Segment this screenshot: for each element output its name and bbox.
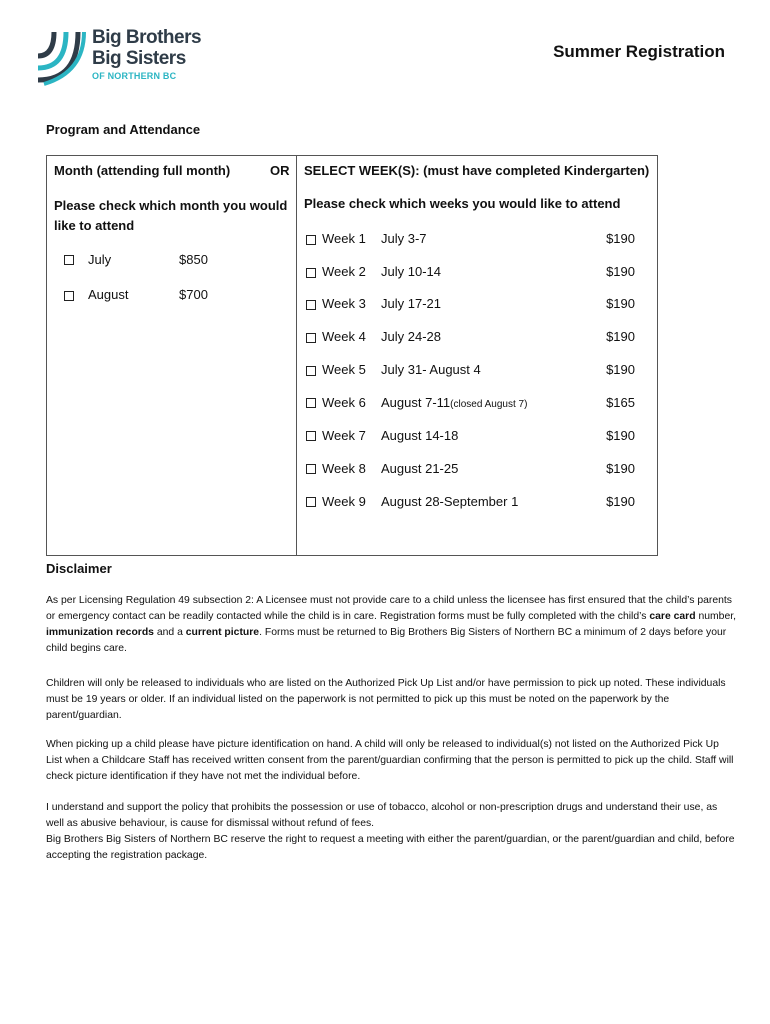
week-price: $190 bbox=[606, 329, 635, 344]
week-dates: July 17-21 bbox=[381, 296, 441, 311]
week-dates: August 28-September 1 bbox=[381, 494, 519, 509]
table-divider bbox=[296, 155, 297, 556]
week-dates: July 3-7 bbox=[381, 231, 427, 246]
week-dates: August 7-11 bbox=[381, 395, 451, 410]
text-span: and a bbox=[153, 627, 186, 638]
logo-line-3: OF NORTHERN BC bbox=[92, 71, 177, 81]
week-price: $190 bbox=[606, 296, 635, 311]
month-label: July bbox=[88, 252, 112, 267]
week-label: Week 4 bbox=[322, 329, 366, 344]
week-label: Week 7 bbox=[322, 428, 366, 443]
week-dates: August 14-18 bbox=[381, 428, 459, 443]
week-checkbox[interactable] bbox=[306, 431, 316, 441]
week-dates: July 24-28 bbox=[381, 329, 441, 344]
week-checkbox[interactable] bbox=[306, 300, 316, 310]
disclaimer-heading: Disclaimer bbox=[46, 561, 112, 576]
week-price: $190 bbox=[606, 461, 635, 476]
bold-care-card: care card bbox=[649, 611, 696, 622]
organization-name bbox=[92, 28, 201, 81]
week-checkbox[interactable] bbox=[306, 235, 316, 245]
week-label: Week 1 bbox=[322, 231, 366, 246]
week-dates: August 21-25 bbox=[381, 461, 459, 476]
disclaimer-paragraph-3: When picking up a child please have picture identification on hand. A child will only be released to individual(s) not listed on the Authorized Pick Up List when a Childcare Staff has received written consent from the parent/guardian confirming that the person is permitted to pick up the child. Staff will check picture identification if they have not met the individual before. bbox=[46, 739, 734, 782]
week-price: $190 bbox=[606, 264, 635, 279]
disclaimer-paragraph-1 bbox=[46, 593, 736, 657]
week-note: (closed August 7) bbox=[450, 399, 528, 410]
page-title: Summer Registration bbox=[553, 42, 725, 61]
text-span: number, bbox=[695, 611, 736, 622]
week-label: Week 6 bbox=[322, 395, 366, 410]
week-label: Week 5 bbox=[322, 362, 366, 377]
week-price: $190 bbox=[606, 231, 635, 246]
month-header: Month (attending full month) bbox=[54, 163, 231, 178]
month-instruction: Please check which month you would like to attend bbox=[54, 198, 288, 233]
week-checkbox[interactable] bbox=[306, 398, 316, 408]
week-label: Week 9 bbox=[322, 494, 366, 509]
bold-current-picture: current picture bbox=[185, 627, 260, 638]
or-label: OR bbox=[270, 163, 290, 178]
week-header: SELECT WEEK(S): (must have completed Kindergarten) bbox=[304, 163, 650, 178]
week-checkbox[interactable] bbox=[306, 268, 316, 278]
week-price: $190 bbox=[606, 428, 635, 443]
week-label: Week 8 bbox=[322, 461, 366, 476]
week-checkbox[interactable] bbox=[306, 333, 316, 343]
week-label: Week 3 bbox=[322, 296, 366, 311]
week-checkbox[interactable] bbox=[306, 366, 316, 376]
logo-line-2: Big Sisters bbox=[92, 48, 186, 69]
week-price: $190 bbox=[606, 494, 635, 509]
week-dates-with-note bbox=[381, 395, 527, 410]
meeting-statement: Big Brothers Big Sisters of Northern BC reserve the right to request a meeting with either the parent/guardian, or the parent/guardian and child, before accepting the registration package. bbox=[46, 834, 735, 861]
logo-line-1: Big Brothers bbox=[92, 27, 202, 48]
week-instruction: Please check which weeks you would like to attend bbox=[304, 196, 621, 211]
week-dates: July 31- August 4 bbox=[381, 362, 481, 377]
week-label: Week 2 bbox=[322, 264, 366, 279]
month-price: $850 bbox=[179, 252, 208, 267]
policy-statement: I understand and support the policy that prohibits the possession or use of tobacco, alcohol or non-prescription drugs and understand their use, as well as abusive behaviour, is cause for dismissal without refund of fees. bbox=[46, 802, 718, 829]
week-price: $190 bbox=[606, 362, 635, 377]
disclaimer-paragraph-4 bbox=[46, 800, 736, 864]
text-span: As per Licensing Regulation 49 subsection 2: A Licensee must not provide care to a child unless the licensee has first ensured that the child’s parents or emergency contact can be readily contacted while the child is in care. Registration forms must be fully completed with the child’s bbox=[46, 595, 732, 622]
week-price: $165 bbox=[606, 395, 635, 410]
section-heading: Program and Attendance bbox=[46, 122, 201, 137]
month-price: $700 bbox=[179, 287, 208, 302]
month-checkbox-july[interactable] bbox=[64, 255, 74, 265]
month-label: August bbox=[88, 287, 129, 302]
text-span: . Forms must be returned to Big Brothers Big Sisters of Northern BC a minimum of 2 days before your child begins care. bbox=[46, 627, 727, 654]
bold-immunization-records: immunization records bbox=[46, 627, 154, 638]
disclaimer-paragraph-2: Children will only be released to individuals who are listed on the Authorized Pick Up List and/or have permission to pick up noted. These individuals must be 19 years or older. If an individual listed on the paperwork is not permitted to pick up this must be noted on the paperwork by the parent/guardian. bbox=[46, 678, 726, 721]
week-dates: July 10-14 bbox=[381, 264, 441, 279]
week-checkbox[interactable] bbox=[306, 464, 316, 474]
month-checkbox-august[interactable] bbox=[64, 291, 74, 301]
week-checkbox[interactable] bbox=[306, 497, 316, 507]
